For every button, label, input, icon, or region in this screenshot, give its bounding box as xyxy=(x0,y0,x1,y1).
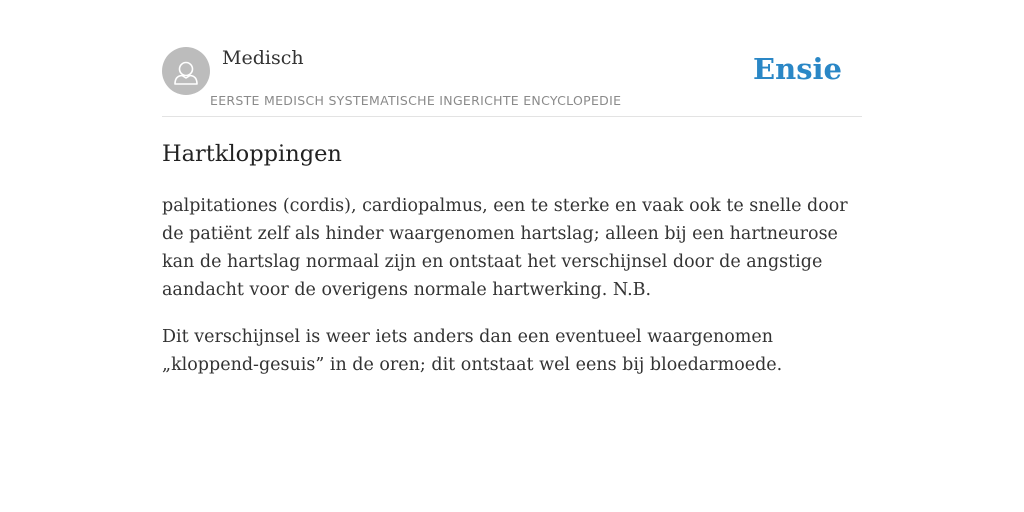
article-title: Hartkloppingen xyxy=(162,141,342,167)
user-icon xyxy=(162,47,210,95)
article-paragraph: Dit verschijnsel is weer iets anders dan een eventueel waargenomen „kloppend-gesuis” in de oren; dit ontstaat wel eens bij bloedarmoede. xyxy=(162,327,783,375)
source-name[interactable]: Medisch xyxy=(222,47,304,69)
source-subtitle: EERSTE MEDISCH SYSTEMATISCHE INGERICHTE ENCYCLOPEDIE xyxy=(210,93,622,108)
source-avatar[interactable] xyxy=(162,47,210,95)
brand-logo[interactable]: Ensie xyxy=(753,52,842,86)
article-paragraph: palpitationes (cordis), cardiopalmus, een te sterke en vaak ook te snelle door de patiënt zelf als hinder waargenomen hartslag; alleen bij een hartneurose kan de hartslag normaal zijn en ontstaat het verschijnsel door de angstige aandacht voor de overigens normale hartwerking. N.B. xyxy=(162,196,848,300)
source-header xyxy=(162,0,862,117)
article-body xyxy=(162,192,862,398)
